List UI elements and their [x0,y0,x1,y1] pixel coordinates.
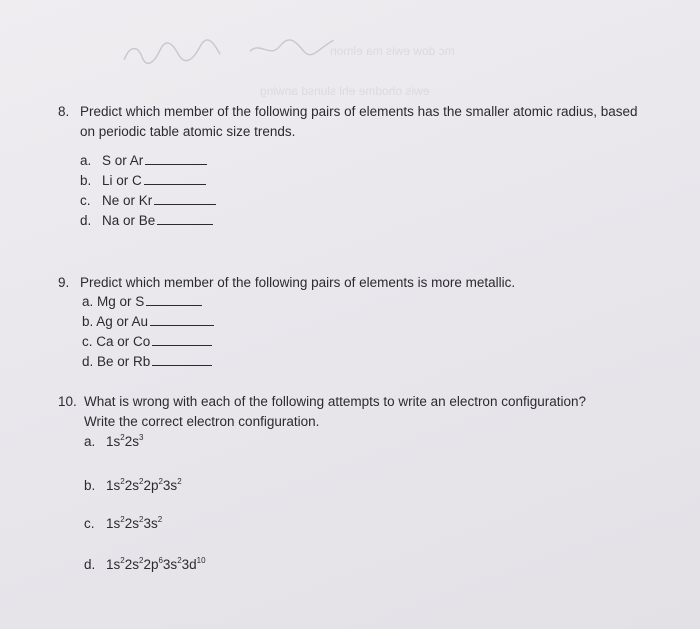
electron-count: 2 [120,556,125,565]
orbital: 2s [124,434,139,449]
electron-configuration [106,434,143,449]
electron-count: 2 [177,477,182,486]
question-number: 8. [58,104,70,119]
orbital: 1s [106,434,121,449]
electron-count: 2 [120,515,125,524]
config-item-c [84,516,162,531]
handwriting-scribble [119,32,340,68]
answer-item: c. Ca or Co [82,333,212,349]
orbital: 2s [124,478,139,493]
orbital: 1s [106,478,121,493]
electron-count: 2 [158,477,163,486]
electron-configuration [106,478,182,493]
answer-item: b. Ag or Au [82,313,214,329]
answer-item: a. S or Ar [80,152,207,168]
orbital: 2p [143,478,159,493]
electron-count: 2 [120,477,125,486]
electron-count: 6 [158,556,163,565]
item-letter: d. [84,557,96,572]
item-letter: b. [84,478,96,493]
electron-count: 2 [120,433,125,442]
answer-blank[interactable] [150,313,214,326]
orbital: 1s [106,516,121,531]
config-item-d [84,557,206,572]
question-text: Write the correct electron configuration. [84,414,320,429]
answer-item: d. Be or Rb [82,353,212,369]
electron-count: 10 [196,556,206,565]
answer-item: b. Li or C [80,172,206,188]
answer-item: c. Ne or Kr [80,192,216,208]
answer-blank[interactable] [146,293,202,306]
electron-count: 3 [138,433,144,442]
orbital: 3s [143,516,158,531]
electron-count: 2 [138,515,144,524]
config-item-a [84,434,143,449]
answer-blank[interactable] [145,152,207,165]
item-letter: a. [84,434,96,449]
electron-count: 2 [138,556,144,565]
answer-blank[interactable] [152,353,212,366]
orbital: 2s [124,557,139,572]
answer-blank[interactable] [154,192,216,205]
orbital: 2s [124,516,139,531]
bleed-through-text: mc dow ewis ma elmon [330,44,455,58]
question-number: 10. [58,394,77,409]
answer-blank[interactable] [152,333,212,346]
question-text: Predict which member of the following pairs of elements is more metallic. [80,275,516,290]
question-number: 9. [58,275,70,290]
orbital: 3d [181,557,197,572]
answer-blank[interactable] [144,172,206,185]
electron-count: 2 [157,515,163,524]
electron-count: 2 [177,556,182,565]
orbital: 1s [106,557,121,572]
answer-blank[interactable] [157,212,213,225]
orbital: 3s [162,478,178,493]
answer-item: a. Mg or S [82,293,202,309]
question-text: Predict which member of the following pairs of elements has the smaller atomic radius, based [80,104,638,119]
electron-configuration [106,557,206,572]
item-letter: c. [84,516,95,531]
handwritten-note [119,32,340,73]
electron-count: 2 [138,477,144,486]
bleed-through-text: ewis ohodme ehl slunsd anwing [260,84,430,98]
orbital: 3s [162,557,178,572]
answer-item: d. Na or Be [80,212,213,228]
question-text: What is wrong with each of the following attempts to write an electron configuration? [84,394,587,409]
question-text: on periodic table atomic size trends. [80,124,296,139]
config-item-b [84,478,182,493]
orbital: 2p [143,557,159,572]
electron-configuration [106,516,162,531]
